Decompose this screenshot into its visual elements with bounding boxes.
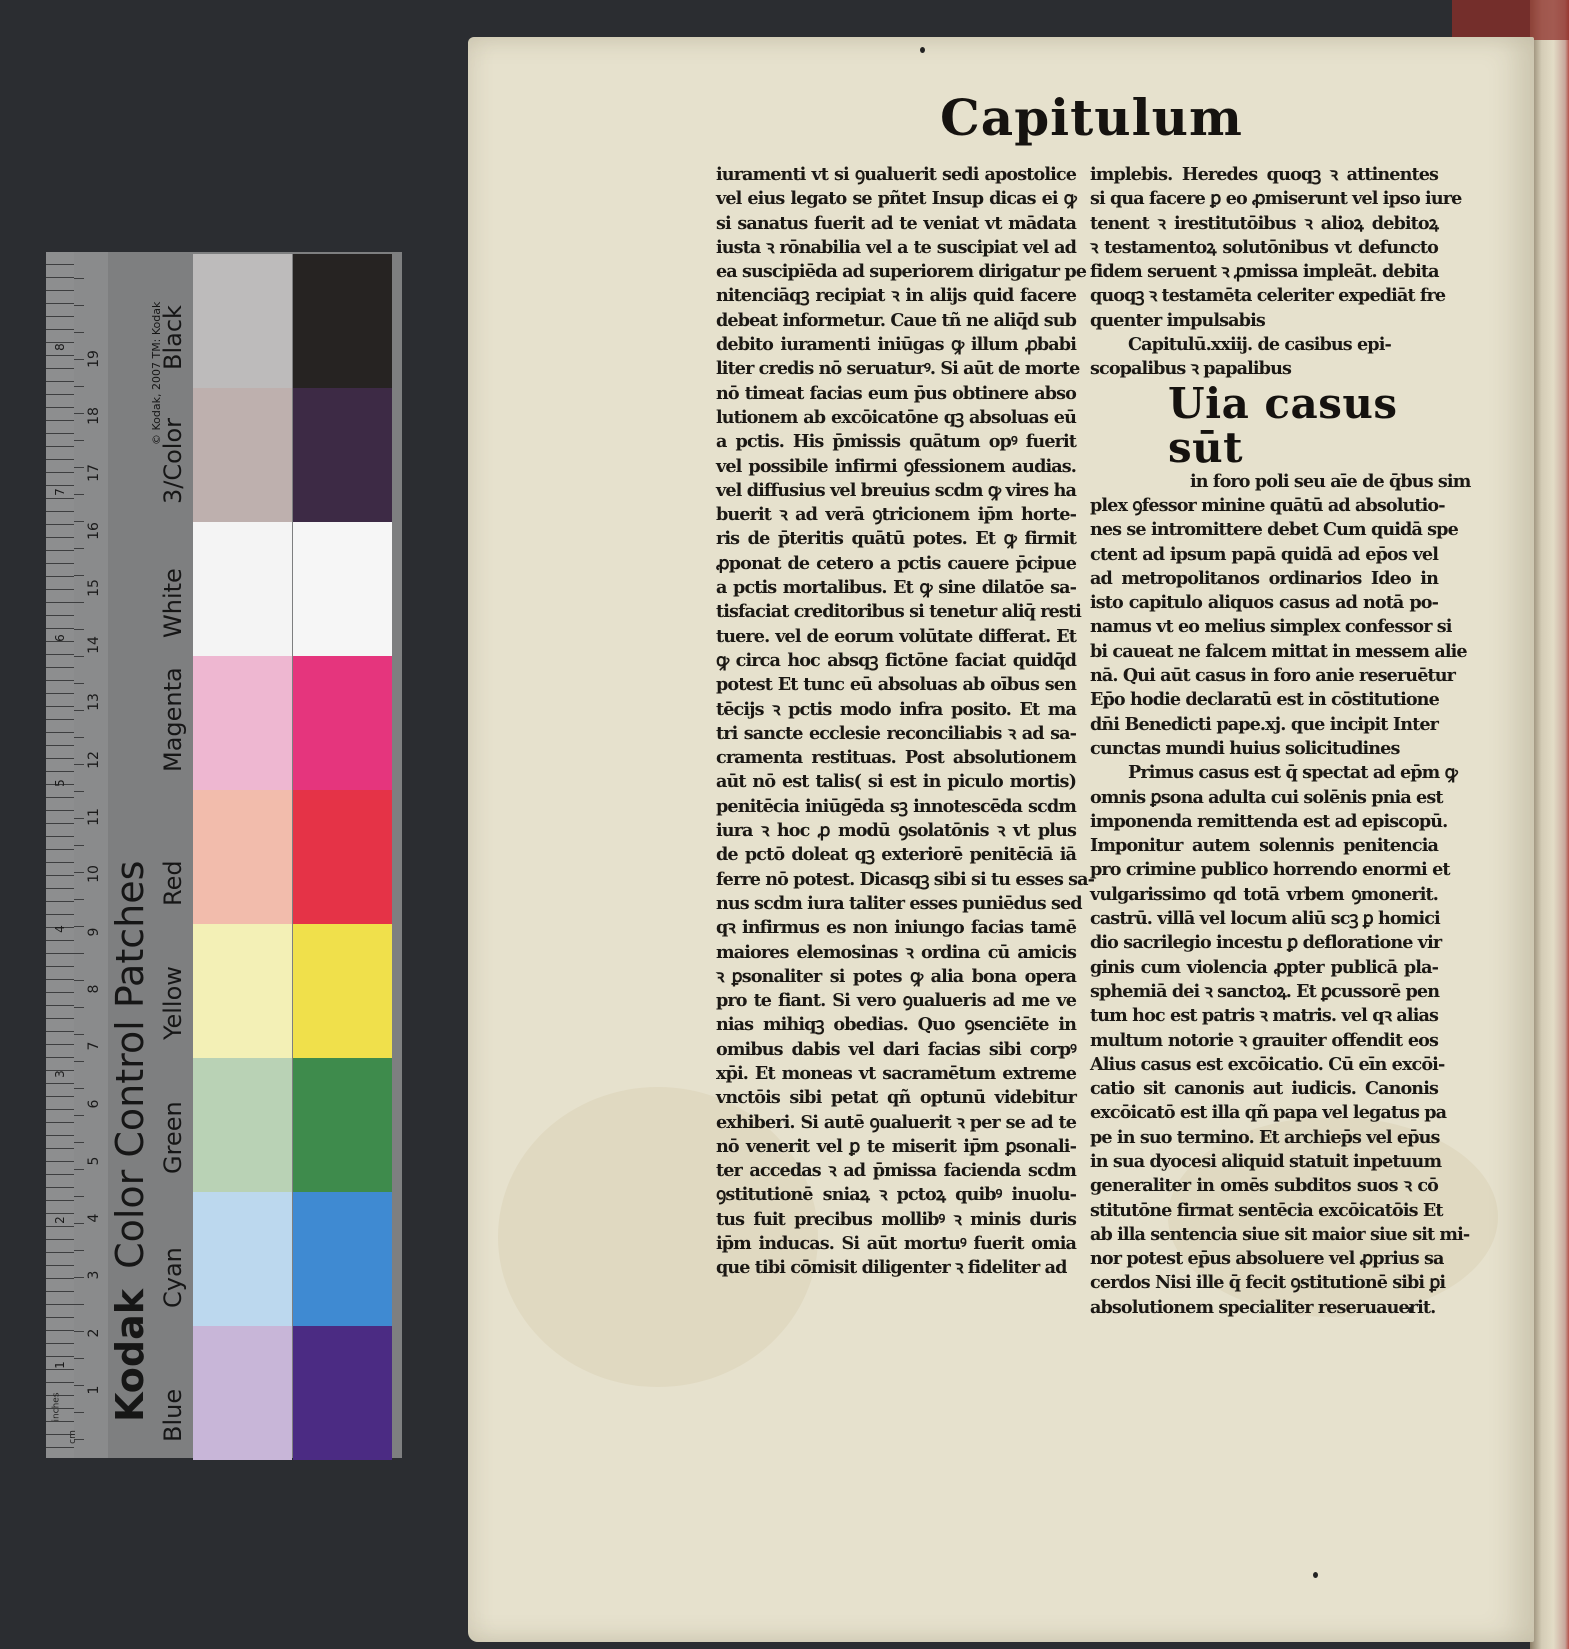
text-line: omibus dabis vel dari facias sibi corpꝰ (716, 1038, 1076, 1060)
patch-label: Black (159, 305, 187, 370)
text-line: pro te fiant. Si vero ꝯualueris ad me ve (716, 990, 1076, 1012)
text-line: nes se intromittere debet Cum quidā spe (1090, 519, 1458, 541)
text-line: absolutionem specialiter reseruauerit. (1090, 1296, 1436, 1318)
cm-tick-label: 10 (86, 865, 102, 884)
text-line: vel possibile infirmi ꝯfessionem audias. (716, 455, 1076, 477)
text-line: xp̄i. Et moneas vt sacramētum extreme (716, 1062, 1076, 1084)
text-line: isto capitulo aliquos casus ad notā po- (1090, 592, 1438, 614)
text-line: ip̄m inducas. Si aūt mortuꝰ fuerit omia (716, 1233, 1076, 1255)
text-line: ad metropolitanos ordinarios Ideo in (1090, 567, 1438, 589)
text-line: omnis ꝑsona adulta cui solēnis pnia est (1090, 786, 1443, 808)
text-line: ctent ad ipsum papā quidā ad ep̄os vel (1090, 543, 1438, 565)
text-line: in sua dyocesi aliquid statuit inpetuum (1090, 1150, 1442, 1172)
inch-tick-label: 5 (53, 779, 67, 787)
inch-tick-label: 2 (53, 1215, 67, 1224)
light-patch-5 (193, 924, 292, 1058)
inch-tick-label: 4 (53, 924, 67, 933)
patch-label: Magenta (159, 667, 187, 772)
cm-tick-label: 4 (86, 1213, 102, 1223)
cm-tick-label: 1 (86, 1385, 102, 1395)
text-line: vel eius legato se pñtet Insup dicas ei ꝙ (716, 188, 1076, 210)
text-line: namus vt eo melius simplex confessor si (1090, 616, 1452, 638)
cm-tick-label: 18 (86, 406, 102, 425)
text-line: buerit ꝛ ad verā ꝯtricionem ip̄m horte- (716, 504, 1076, 526)
text-line: catio sit canonis aut iudicis. Canonis (1090, 1078, 1438, 1100)
cm-tick-label: 3 (86, 1270, 102, 1280)
dark-patch-2 (293, 522, 392, 656)
cm-tick-label: 5 (86, 1156, 102, 1166)
kodak-brand: Kodak (108, 1289, 152, 1422)
cm-label: cm (67, 1430, 78, 1444)
text-line: tri sancte ecclesie reconciliabis ꝛ ad sa- (716, 722, 1076, 744)
text-line: ꝛ testamentoꝝ solutōnibus vt defuncto (1090, 236, 1438, 258)
text-line: nias mihiqꝫ obedias. Quo ꝯsenciēte in (716, 1014, 1076, 1036)
kodak-title: Color Control Patches (108, 860, 152, 1269)
text-line: in foro poli seu aīe de q̄bus sim (1190, 470, 1471, 492)
text-line: bi caueat ne falcem mittat in messem alie (1090, 640, 1467, 662)
text-line: tus fuit precibus mollibꝰ ꝛ minis duris (716, 1208, 1076, 1230)
text-line: que tibi cōmisit diligenter ꝛ fideliter ad (716, 1257, 1067, 1279)
text-line: qꝛ infirmus es non iniungo facias tamē (716, 917, 1076, 939)
light-patch-7 (193, 1192, 292, 1326)
book-gutter (1530, 0, 1569, 1649)
text-line: tuere. vel de eorum volūtate differat. Et (716, 625, 1076, 647)
inch-tick-label: 3 (53, 1070, 67, 1078)
inch-tick-label: 8 (53, 342, 67, 351)
kodak-trademark: © Kodak, 2007 TM: Kodak (150, 301, 163, 445)
text-line: a pctis. His p̄missis quātum opꝰ fuerit (716, 431, 1076, 453)
cm-tick-label: 12 (86, 750, 102, 769)
text-line: ea suscipiēda ad superiorem dirigatur pe (716, 261, 1087, 283)
text-line: Imponitur autem solennis penitencia (1090, 835, 1438, 857)
kodak-brand-title (108, 861, 152, 1422)
text-line: multum notorie ꝛ grauiter offendit eos (1090, 1029, 1438, 1051)
inch-tick-label: 7 (53, 488, 67, 496)
light-patch-8 (193, 1326, 292, 1460)
text-line: dio sacrilegio incestu ꝑ defloratione vir (1090, 932, 1442, 954)
cm-tick-label: 7 (86, 1041, 102, 1051)
text-line: plex ꝯfessor minine quātū ad absolutio- (1090, 494, 1445, 516)
text-line: tum hoc est patris ꝛ matris. vel qꝛ alias (1090, 1005, 1438, 1027)
text-line: dn̄i Benedicti pape.xj. que incipit Inter (1090, 713, 1438, 735)
text-line: tēcijs ꝛ pctis modo infra posito. Et ma (716, 698, 1076, 720)
cm-tick-label: 15 (86, 578, 102, 597)
text-line: nō venerit vel ꝑ te miserit ip̄m ꝑsonali- (716, 1135, 1076, 1157)
text-line: ꝯstitutionē sniaꝝ ꝛ pctoꝝ quibꝰ inuolu- (716, 1184, 1076, 1206)
patch-label: Yellow (159, 966, 187, 1040)
dark-patch-0 (293, 254, 392, 388)
patch-label: Blue (159, 1388, 187, 1442)
text-line: si sanatus fuerit ad te veniat vt mādata (716, 212, 1076, 234)
text-line: Primus casus est q̄ spectat ad ep̄m ꝙ (1128, 762, 1457, 784)
light-patch-3 (193, 656, 292, 790)
text-line: Alius casus est excōicatio. Cū eīn excōi- (1090, 1053, 1445, 1075)
text-line: vnctōis sibi petat qñ optunū videbitur (716, 1087, 1076, 1109)
dark-patch-4 (293, 790, 392, 924)
inch-tick-label: 1 (53, 1361, 67, 1369)
text-line: de pctō doleat qꝫ exteriorē penitēciā iā (716, 844, 1076, 866)
page-header: Capitulum (940, 88, 1243, 147)
cm-tick-label: 6 (86, 1099, 102, 1108)
light-patch-column (193, 252, 292, 1458)
text-line: nō timeat facias eum p̄us obtinere abso (716, 382, 1076, 404)
text-line: nitenciāqꝫ recipiat ꝛ in alijs quid facere (716, 285, 1076, 307)
right-text-column (1090, 163, 1471, 1320)
text-line: cunctas mundi huius solicitudines (1090, 737, 1400, 759)
text-line: tenent ꝛ irestitutōibus ꝛ alioꝝ debitoꝝ (1090, 212, 1438, 234)
cm-tick-label: 11 (86, 808, 102, 826)
text-line: implebis. Heredes quoqꝫ ꝛ attinentes (1090, 164, 1438, 185)
text-line: ab illa sentencia siue sit maior siue sit mi- (1090, 1223, 1470, 1245)
cm-tick-label: 14 (86, 636, 102, 655)
text-line: lutionem ab excōicatōne qꝫ absoluas eū (716, 406, 1076, 428)
patch-label: 3/Color (159, 417, 187, 504)
text-line: ꝙ circa hoc absqꝫ fictōne faciat quidq̄d (716, 649, 1076, 671)
text-line: penitēcia iniūgēda sꝫ innotescēda scdm (716, 795, 1076, 817)
chapter-heading-line: Capitulū.xxiij. de casibus epi- (1128, 334, 1391, 356)
patch-label: Red (159, 860, 187, 906)
text-line: si qua facere ꝑ eo ꝓmiserunt vel ipso iure (1090, 188, 1462, 210)
cm-tick-label: 16 (86, 521, 102, 540)
text-line: quenter impulsabis (1090, 309, 1265, 331)
cm-tick-label: 9 (86, 927, 102, 937)
inch-tick-label: 6 (53, 633, 67, 642)
text-line: stitutōne firmat sentēcia excōicatōis Et (1090, 1199, 1443, 1221)
dark-patch-7 (293, 1192, 392, 1326)
cm-tick-label: 8 (86, 984, 102, 994)
text-line: debeat informetur. Caue tñ ne aliq̄d sub (716, 309, 1076, 331)
dark-patch-3 (293, 656, 392, 790)
text-line: tisfaciat creditoribus si tenetur aliq̄ resti (716, 601, 1081, 623)
dark-patch-8 (293, 1326, 392, 1460)
text-line: liter credis nō seruaturꝰ. Si aūt de morte (716, 358, 1080, 380)
text-line: sphemiā dei ꝛ sanctoꝝ. Et ꝑcussorē pen (1090, 980, 1440, 1002)
text-line: a pctis mortalibus. Et ꝙ sine dilatōe sa- (716, 577, 1076, 599)
left-text-column (716, 163, 1095, 1281)
light-patch-2 (193, 522, 292, 656)
inch-ruler (46, 252, 75, 1458)
text-line: iura ꝛ hoc ꝓ modū ꝯsolatōnis ꝛ vt plus (716, 820, 1076, 842)
light-patch-6 (193, 1058, 292, 1192)
dark-patch-6 (293, 1058, 392, 1192)
text-line: iuramenti vt si ꝯualuerit sedi apostolice (716, 164, 1076, 185)
patch-label: White (159, 568, 187, 638)
text-line: exhiberi. Si autē ꝯualuerit ꝛ per se ad te (716, 1111, 1076, 1133)
decorated-initial-line: Uia casus sūt (1168, 378, 1398, 472)
text-line: nus scdm iura taliter esses puniēdus sed (716, 892, 1082, 914)
text-line: Ep̄o hodie declaratū est in cōstitutione (1090, 689, 1439, 711)
light-patch-1 (193, 388, 292, 522)
text-line: vulgarissimo qd totā vrbem ꝯmonerit. (1090, 883, 1438, 905)
text-line: ferre nō potest. Dicasqꝫ sibi si tu esses sa- (716, 868, 1095, 890)
text-line: ꝛ ꝑsonaliter si potes ꝙ alia bona opera (716, 965, 1076, 987)
cm-tick-label: 13 (86, 693, 102, 712)
text-line: maiores elemosinas ꝛ ordina cū amicis (716, 941, 1076, 963)
dark-patch-column (293, 252, 392, 1458)
inches-label: inches (51, 1392, 62, 1422)
ink-speck (920, 47, 925, 53)
ink-speck (1313, 1572, 1318, 1578)
book-edge-red (1452, 0, 1569, 40)
text-line: ꝓponat de cetero a pctis cauere p̄cipue (716, 552, 1076, 574)
text-line: cerdos Nisi ille q̄ fecit ꝯstitutionē sibi ꝑi (1090, 1272, 1446, 1294)
text-line: ris de p̄teritis quātū potes. Et ꝙ firmit (716, 528, 1076, 550)
light-patch-4 (193, 790, 292, 924)
text-line: imponenda remittenda est ad episcopū. (1090, 810, 1448, 832)
text-line: nor potest ep̄us absoluere vel ꝓprius sa (1090, 1248, 1444, 1270)
light-patch-0 (193, 254, 292, 388)
text-line: debito iuramenti iniūgas ꝙ illum ꝓbabi (716, 334, 1076, 356)
text-line: potest Et tunc eū absoluas ab oībus sen (716, 674, 1076, 696)
kodak-color-target (46, 252, 402, 1458)
cm-tick-label: 2 (86, 1328, 102, 1338)
text-line: pro crimine publico horrendo enormi et (1090, 859, 1450, 881)
text-line: quoqꝫ ꝛ testamēta celeriter expediāt fre (1090, 285, 1446, 307)
text-line: generaliter in omēs subditos suos ꝛ cō (1090, 1175, 1438, 1197)
dark-patch-5 (293, 924, 392, 1058)
cm-tick-label: 17 (86, 464, 102, 483)
text-line: nā. Qui aūt casus in foro anie reseruētur (1090, 665, 1455, 687)
text-line: fidem seruent ꝛ ꝓmissa impleāt. debita (1090, 261, 1439, 283)
text-line: aūt nō est talis( si est in piculo mortis) (716, 771, 1076, 793)
text-line: vel diffusius vel breuius scdm ꝙ vires ha (716, 479, 1076, 501)
text-line: ginis cum violencia ꝓpter publicā pla- (1090, 956, 1438, 978)
text-line: excōicatō est illa qñ papa vel legatus pa (1090, 1102, 1447, 1124)
text-line: iusta ꝛ rōnabilia vel a te suscipiat vel ad (716, 236, 1076, 258)
dark-patch-1 (293, 388, 392, 522)
text-line: castrū. villā vel locum aliū scꝫ ꝑ homici (1090, 908, 1440, 930)
chapter-heading-line: scopalibus ꝛ papalibus (1090, 358, 1291, 380)
text-line: ter accedas ꝛ ad p̄missa facienda scdm (716, 1160, 1076, 1182)
text-line: cramenta restituas. Post absolutionem (716, 747, 1076, 769)
patch-label: Green (159, 1101, 187, 1174)
patch-label: Cyan (159, 1247, 187, 1308)
text-line: pe in suo termino. Et archiep̄s vel ep̄us (1090, 1126, 1440, 1148)
cm-tick-label: 19 (86, 349, 102, 368)
